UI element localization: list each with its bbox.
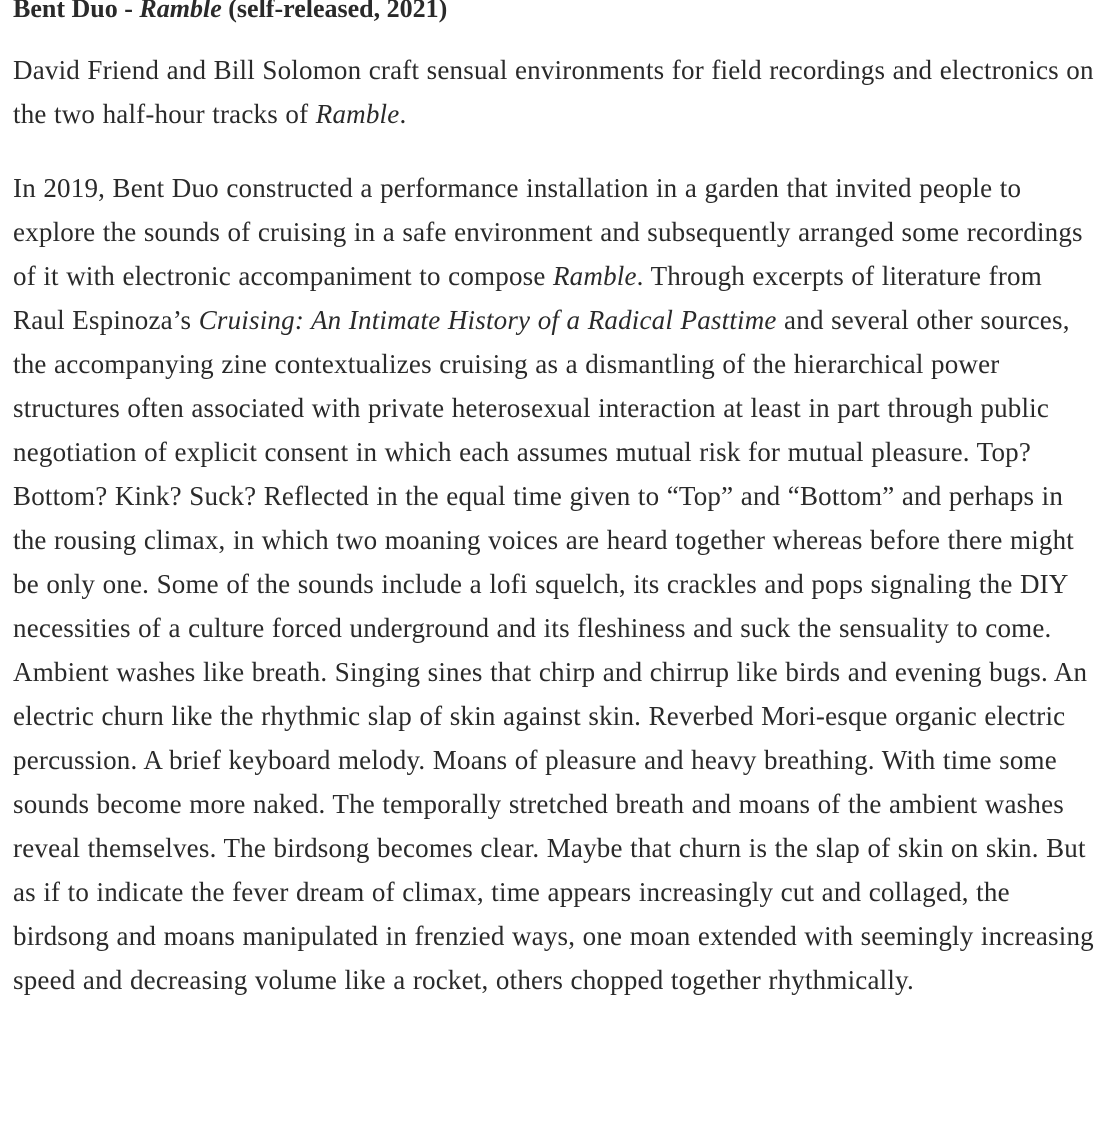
album-review	[13, 0, 1098, 1002]
body-text-b: . Through excerpts of literature from Raul Espinoza’s	[13, 261, 1042, 335]
heading-separator: -	[117, 0, 140, 23]
intro-album-title: Ramble	[315, 99, 400, 129]
intro-text-a: David Friend and Bill Solomon craft sensual environments for field recordings and electronics on the two half-hour tracks of	[13, 55, 1094, 129]
body-text-c: and several other sources, the accompanying zine contextualizes cruising as a dismantling of the hierarchical power structures often associated with private heterosexual interaction at least in part through public negotiation of explicit consent in which each assumes mutual risk for mutual pleasure. Top? Bottom? Kink? Suck? Reflected in the equal time given to “Top” and “Bottom” and perhaps in the rousing climax, in which two moaning voices are heard together whereas before there might be only one. Some of the sounds include a lofi squelch, its crackles and pops signaling the DIY necessities of a culture forced underground and its fleshiness and suck the sensuality to come. Ambient washes like breath. Singing sines that chirp and chirrup like birds and evening bugs. An electric churn like the rhythmic slap of skin against skin. Reverbed Mori-esque organic electric percussion. A brief keyboard melody. Moans of pleasure and heavy breathing. With time some sounds become more naked. The temporally stretched breath and moans of the ambient washes reveal themselves. The birdsong becomes clear. Maybe that churn is the slap of skin on skin. But as if to indicate the fever dream of climax, time appears increasingly cut and collaged, the birdsong and moans manipulated in frenzied ways, one moan extended with seemingly increasing speed and decreasing volume like a rocket, others chopped together rhythmically.	[13, 305, 1094, 995]
review-heading	[13, 0, 1098, 24]
intro-paragraph	[13, 48, 1098, 136]
release-meta: (self-released, 2021)	[221, 0, 448, 23]
artist-name: Bent Duo	[13, 0, 118, 23]
book-title: Cruising: An Intimate History of a Radical Pasttime	[198, 305, 777, 335]
intro-text-b: .	[399, 99, 407, 129]
body-paragraph	[13, 166, 1098, 1002]
body-text-a: In 2019, Bent Duo constructed a performance installation in a garden that invited people to explore the sounds of cruising in a safe environment and subsequently arranged some recordings of it with electronic accompaniment to compose	[13, 173, 1083, 291]
body-album-title: Ramble	[552, 261, 637, 291]
album-title: Ramble	[139, 0, 222, 23]
